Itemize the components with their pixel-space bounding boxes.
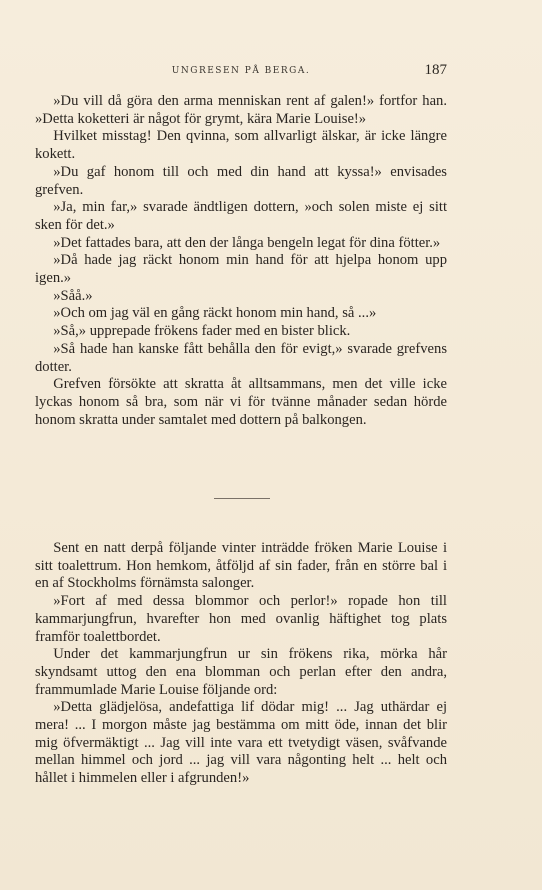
paragraph: »Då hade jag räckt honom min hand för att hjelpa honom upp igen.» bbox=[35, 252, 447, 287]
paragraph: Hvilket misstag! Den qvinna, som allvarligt älskar, är icke längre kokett. bbox=[35, 128, 447, 163]
paragraph: »Du vill då göra den arma menniskan rent af galen!» fortfor han. »Detta koketteri är något för grymt, kära Marie Louise!» bbox=[35, 93, 447, 127]
running-title: UNGRESEN PÅ BERGA. bbox=[171, 66, 311, 76]
paragraph: »Såå.» bbox=[53, 287, 93, 304]
section-divider bbox=[214, 498, 270, 499]
paragraph: »Så,» upprepade frökens fader med en bister blick. bbox=[53, 323, 351, 340]
paragraph: Grefven försökte att skratta åt alltsammans, men det ville icke lyckas honom så bra, som när vi för tvänne månader sedan hörde honom skratta under samtalet med dottern på balkongen. bbox=[35, 376, 447, 428]
paragraph: »Fort af med dessa blommor och perlor!» ropade hon till kammarjungfrun, hvarefter hon med ovanlig häftighet tog plats framför toalettbordet. bbox=[35, 593, 447, 645]
text-section-2 bbox=[35, 540, 447, 788]
paragraph: Sent en natt derpå följande vinter inträdde fröken Marie Louise i sitt toalettrum. Hon hemkom, åtföljd af sin fader, från en större bal i en af Stockholms förnämsta salonger. bbox=[35, 540, 447, 592]
paragraph: »Det fattades bara, att den der långa bengeln legat för dina fötter.» bbox=[53, 234, 441, 251]
paragraph: »Ja, min far,» svarade ändtligen dottern, »och solen miste ej sitt sken för det.» bbox=[35, 199, 447, 233]
text-section-1 bbox=[35, 93, 447, 429]
page-header bbox=[35, 62, 447, 84]
paragraph: »Så hade han kanske fått behålla den för evigt,» svarade grefvens dotter. bbox=[35, 340, 447, 375]
paragraph: »Och om jag väl en gång räckt honom min hand, så ...» bbox=[53, 305, 377, 322]
paragraph: »Du gaf honom till och med din hand att kyssa!» envisades grefven. bbox=[35, 163, 447, 198]
paragraph: Under det kammarjungfrun ur sin frökens rika, mörka hår skyndsamt uttog den ena blomman och perlan efter den andra, frammumlade Marie Louise följande ord: bbox=[35, 646, 447, 698]
page-number: 187 bbox=[424, 62, 447, 78]
paragraph: »Detta glädjelösa, andefattiga lif dödar mig! ... Jag uthärdar ej mera! ... I morgon måste jag bestämma om mitt öde, innan det blir mig öfvermäktigt ... Jag vill inte vara ett tvetydigt väsen, svåfvande mellan himmel och jord ... jag vill vara någonting helt ... helt och hållet i himmelen eller i afgrunden!» bbox=[35, 699, 447, 787]
